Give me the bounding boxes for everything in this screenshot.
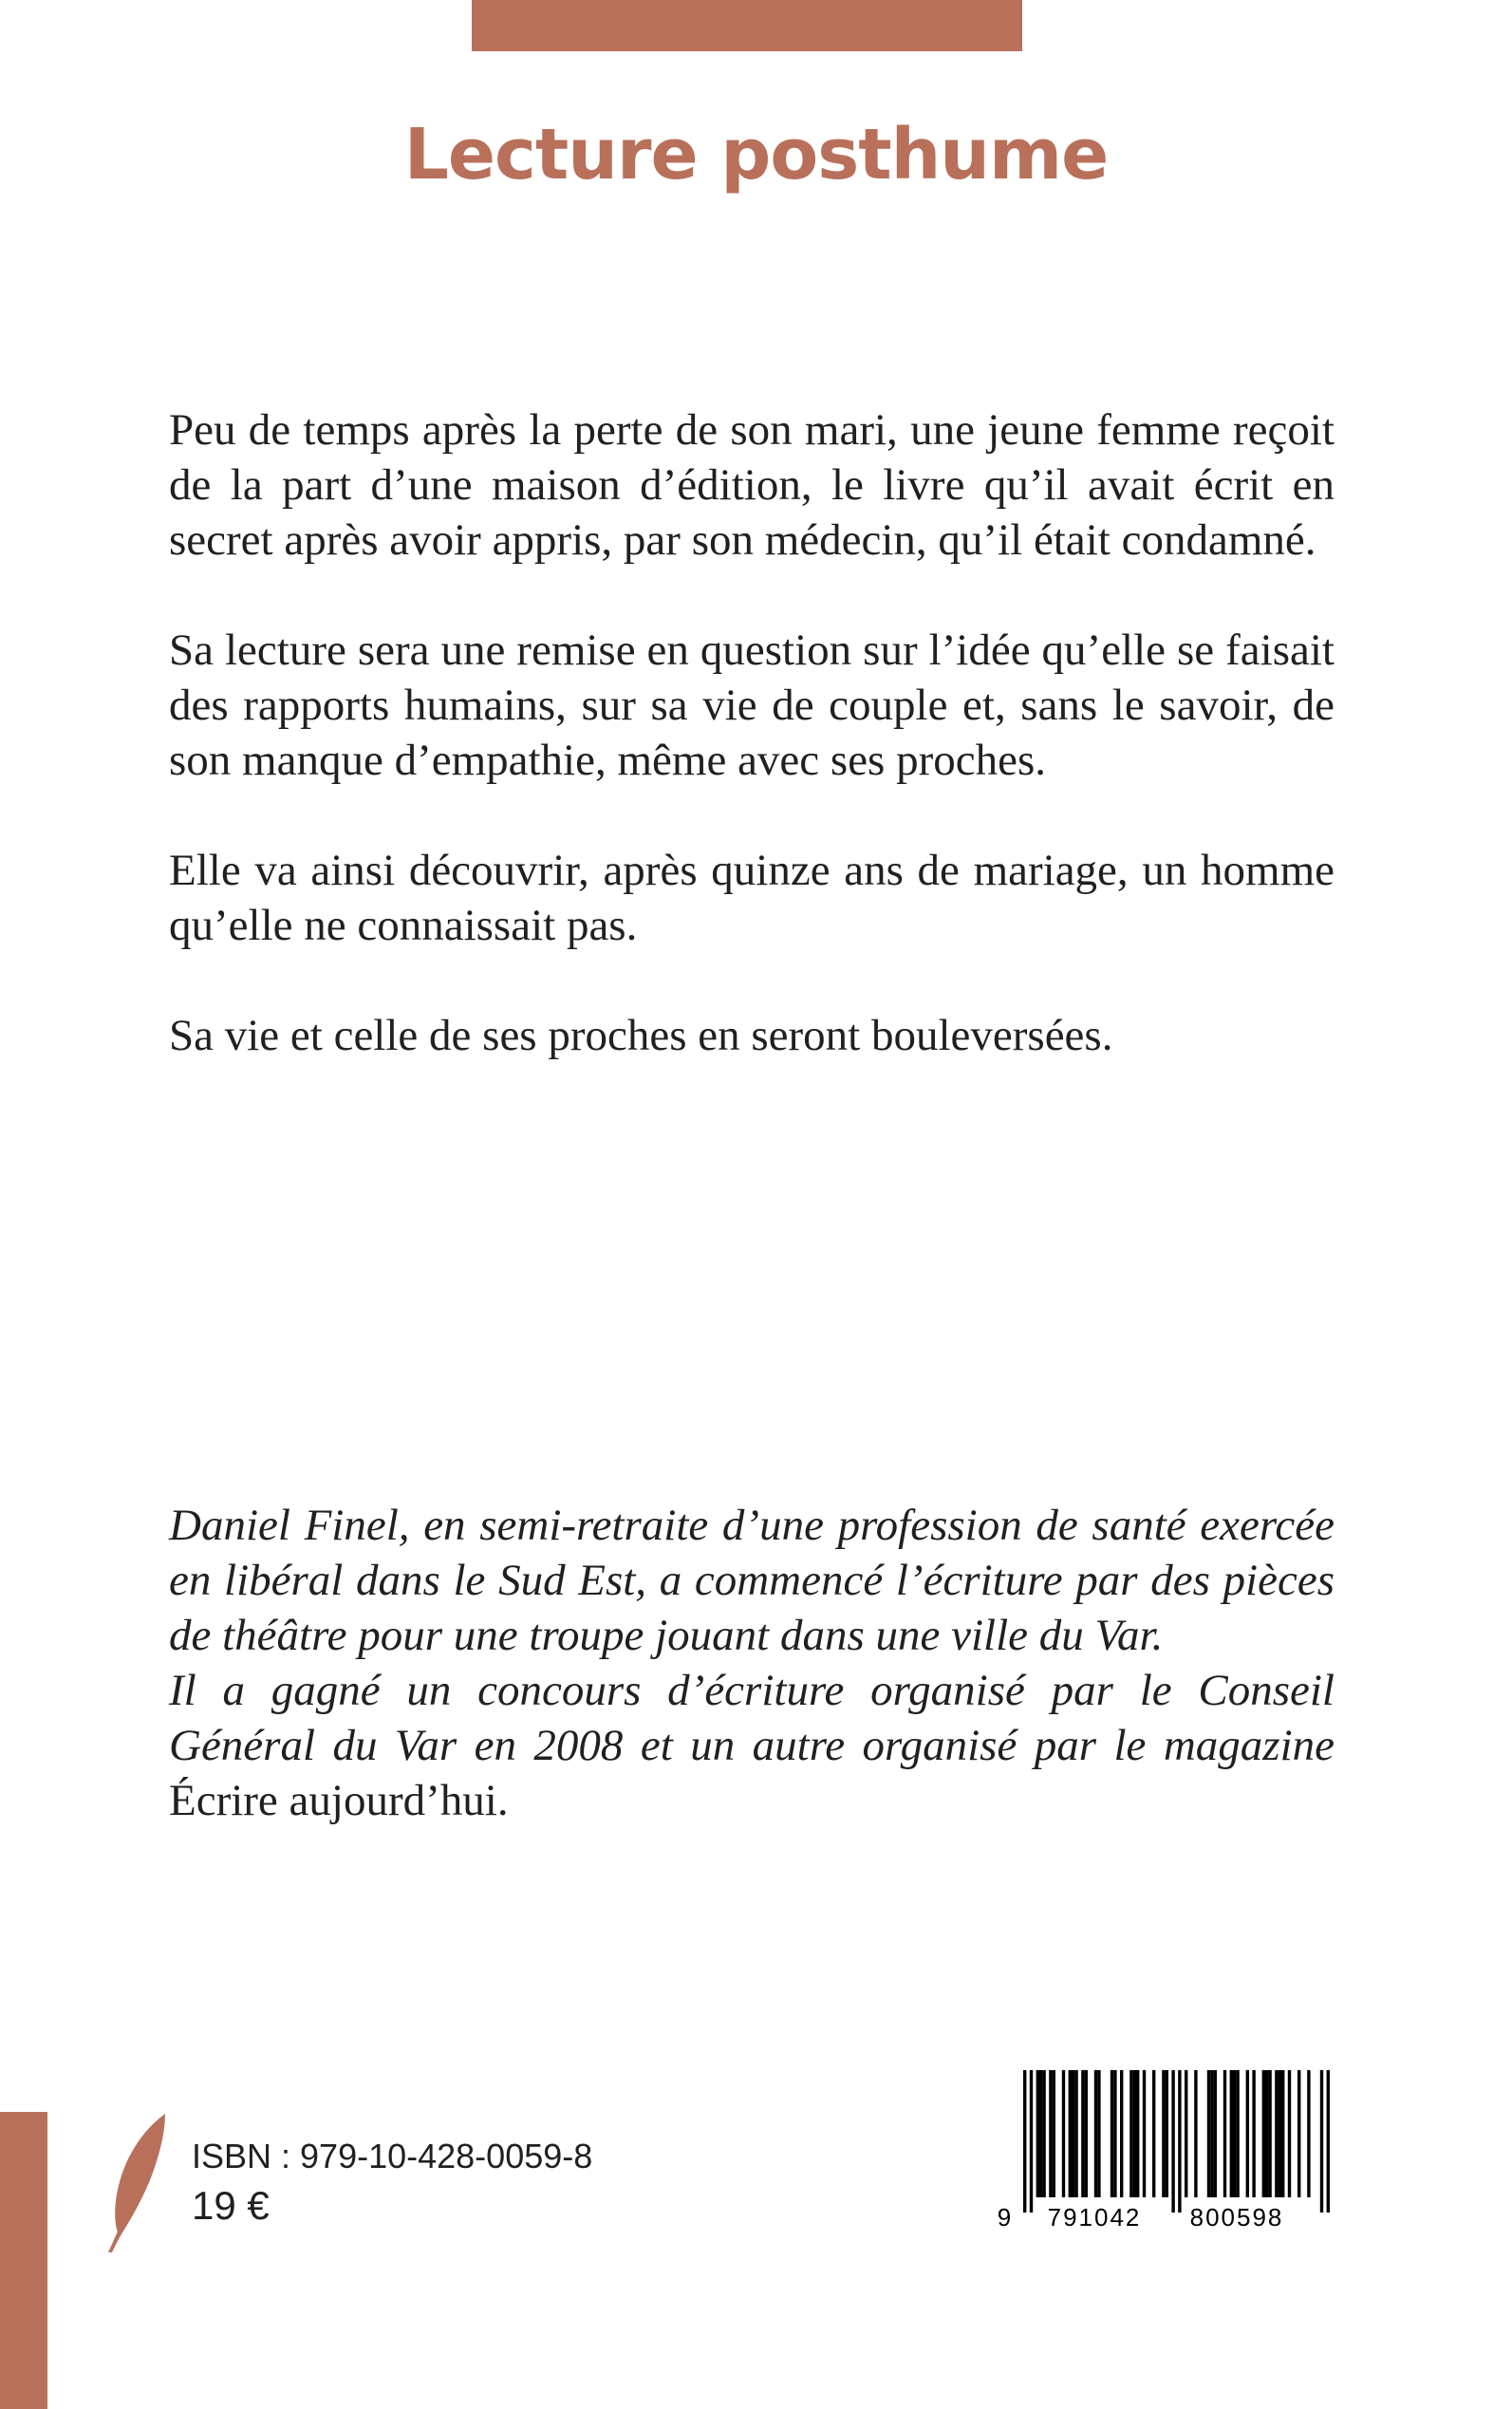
barcode-bar	[1023, 2070, 1026, 2213]
barcode-bar	[1281, 2070, 1284, 2197]
barcode-bar	[1171, 2070, 1174, 2213]
barcode-lead-digit: 9	[997, 2203, 1012, 2232]
price: 19 €	[192, 2183, 270, 2228]
barcode-bar	[1143, 2070, 1146, 2197]
barcode-bar	[1042, 2070, 1045, 2197]
barcode-bar	[1162, 2070, 1165, 2197]
barcode-bar	[1036, 2070, 1039, 2197]
bio-paragraph: Daniel Finel, en semi-retraite d’une profession de santé exercée en libéral dans le Sud Est, a commencé l’écriture par des pièces de théâtre pour une troupe jouant dans une ville du Var.	[169, 1501, 1335, 1660]
magazine-name: Écrire aujourd’hui	[169, 1776, 497, 1825]
barcode-bar	[1320, 2070, 1323, 2213]
barcode-bar	[1307, 2070, 1310, 2197]
barcode-bar	[1185, 2070, 1187, 2197]
book-title: Lecture posthume	[403, 114, 1109, 196]
barcode-bar	[1230, 2070, 1233, 2197]
barcode-bar	[1133, 2070, 1136, 2197]
bio-paragraph	[169, 1663, 1335, 1828]
barcode-bar	[1297, 2070, 1300, 2197]
barcode-bar	[1094, 2070, 1097, 2197]
bottom-left-accent-band	[0, 2112, 47, 2409]
barcode-bar	[1152, 2070, 1155, 2197]
barcode-bar	[1136, 2070, 1139, 2197]
barcode-bar	[1085, 2070, 1088, 2197]
barcode-group-2: 800598	[1189, 2203, 1284, 2232]
barcode-bars	[1023, 2070, 1330, 2213]
barcode-bar	[1120, 2070, 1123, 2197]
barcode-bar	[1039, 2070, 1042, 2197]
barcode-group-1: 791042	[1047, 2203, 1142, 2232]
barcode-bar	[1062, 2070, 1065, 2197]
barcode-bar	[1252, 2070, 1255, 2197]
barcode-bar	[1223, 2070, 1226, 2197]
barcode-bar	[1178, 2070, 1181, 2213]
barcode-bar	[1081, 2070, 1084, 2197]
barcode-bar	[1194, 2070, 1197, 2197]
barcode-bar	[1327, 2070, 1330, 2213]
barcode-bar	[1053, 2070, 1055, 2197]
author-bio	[169, 1498, 1335, 1828]
barcode-bar	[1268, 2070, 1271, 2197]
barcode-bar	[1210, 2070, 1213, 2197]
summary-paragraph: Sa lecture sera une remise en question sur l’idée qu’elle se faisait des rapports humains, sur sa vie de couple et, sans le savoir, de son manque d’empathie, même avec ses proches.	[169, 626, 1335, 785]
isbn: ISBN : 979-10-428-0059-8	[192, 2137, 593, 2176]
barcode-bar	[1275, 2070, 1278, 2197]
summary-paragraph: Sa vie et celle de ses proches en seront bouleversées.	[169, 1011, 1113, 1060]
barcode-bar	[1069, 2070, 1072, 2197]
barcode-bar	[1246, 2070, 1249, 2197]
barcode-bar	[1074, 2070, 1077, 2197]
barcode-bar	[1113, 2070, 1116, 2197]
barcode-bar	[1097, 2070, 1100, 2197]
barcode-bar	[1214, 2070, 1217, 2197]
barcode-bar	[1233, 2070, 1236, 2197]
barcode-bar	[1129, 2070, 1132, 2197]
summary-paragraph: Elle va ainsi découvrir, après quinze ans de mariage, un homme qu’elle ne connaissait pas.	[169, 846, 1335, 950]
barcode-bar	[1288, 2070, 1291, 2197]
barcode-bar	[1111, 2070, 1113, 2197]
barcode-bar	[1265, 2070, 1268, 2197]
barcode	[995, 2070, 1338, 2233]
bio-end: .	[496, 1776, 509, 1825]
summary-paragraph: Peu de temps après la perte de son mari, une jeune femme reçoit de la part d’une maison d’édition, le livre qu’il avait écrit en secret après avoir appris, par son médecin, qu’il était condamné.	[169, 405, 1335, 565]
top-accent-band	[472, 0, 1022, 51]
barcode-bar	[1166, 2070, 1168, 2197]
barcode-bar	[1072, 2070, 1074, 2197]
barcode-bar	[1207, 2070, 1210, 2197]
barcode-bar	[1262, 2070, 1265, 2197]
barcode-bar	[1279, 2070, 1281, 2197]
barcode-bar	[1236, 2070, 1239, 2197]
book-summary	[169, 402, 1335, 1118]
barcode-bar	[1030, 2070, 1033, 2213]
bio-text: Il a gagné un concours d’écriture organisé par le Conseil Général du Var en 2008 et un autre organisé par le magazine	[169, 1666, 1335, 1770]
barcode-bar	[1049, 2070, 1052, 2197]
feather-icon	[106, 2112, 171, 2254]
